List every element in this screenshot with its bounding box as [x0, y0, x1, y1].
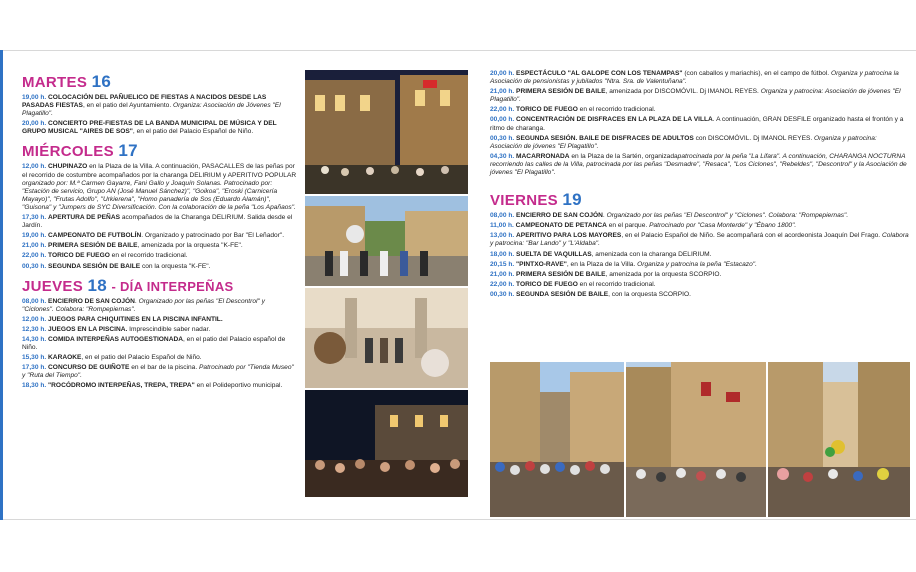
event-time: 04,30 h. — [490, 152, 515, 160]
event-title: ENCIERRO DE SAN COJÓN — [48, 297, 135, 305]
event-title: JUEGOS PARA CHIQUITINES EN LA PISCINA INFANTIL. — [48, 315, 223, 323]
viernes-event — [490, 261, 910, 269]
event-title: COLOCACIÓN DEL PAÑUELICO DE FIESTAS A NACIDOS DESDE LAS PASADAS FIESTAS — [22, 94, 267, 110]
photo-plaza-night — [305, 70, 468, 194]
miercoles-event — [22, 252, 297, 260]
event-time: 20,00 h. — [22, 120, 47, 128]
event-title: PRIMERA SESIÓN DE BAILE — [516, 270, 606, 278]
event-time: 22,00 h. — [22, 252, 47, 260]
day-heading-miercoles: MIÉRCOLES 17 — [22, 141, 138, 161]
jueves-event — [22, 354, 297, 362]
event-title: APERITIVO PARA LOS MAYORES — [516, 232, 622, 240]
jueves-event — [22, 326, 297, 334]
martes-event-list — [22, 94, 297, 136]
jueves-event — [22, 364, 297, 380]
martes-event — [22, 94, 297, 118]
event-title: ENCIERRO DE SAN COJÓN — [516, 212, 603, 220]
event-note: Organiza y patrocina la Asociación de pensionistas y jubilados "Ntra. Sra. de Valentuñana". — [490, 70, 899, 86]
event-desc: en el parque. — [606, 222, 650, 230]
event-time: 13,00 h. — [490, 232, 515, 240]
photo-dance-hall — [305, 288, 468, 388]
miercoles-event — [22, 232, 297, 240]
jueves-cont-event — [490, 153, 910, 177]
day-heading-jueves: JUEVES 18 - DÍA INTERPEÑAS — [22, 275, 234, 295]
event-time: 00,30 h. — [490, 290, 515, 298]
event-desc: acompañados de la Charanga DELIRIUM. Salida desde el Jardín. — [22, 214, 293, 230]
jueves-cont-event — [490, 106, 910, 114]
miercoles-event — [22, 263, 297, 271]
photo-festive-street — [768, 362, 910, 517]
event-desc: en el recorrido tradicional. — [109, 252, 188, 260]
event-desc: en el bar de la piscina. — [129, 364, 200, 372]
miercoles-event — [22, 242, 297, 250]
event-time: 11,00 h. — [490, 222, 514, 230]
event-title: PRIMERA SESIÓN DE BAILE — [48, 242, 138, 250]
event-desc: . — [602, 212, 607, 220]
photo-street-band — [305, 196, 468, 286]
right-column — [490, 70, 910, 301]
event-title: KARAOKE — [48, 354, 82, 362]
event-time: 18,00 h. — [490, 250, 515, 258]
event-note: Patrocinado por "Tienda Museo" y "Ruta del Tiempo". — [22, 364, 294, 380]
event-title: CHUPINAZO — [48, 163, 88, 171]
event-time: 19,00 h. — [22, 94, 47, 101]
photo-town-square — [626, 362, 766, 517]
event-title: JUEGOS EN LA PISCINA. — [48, 325, 128, 333]
jueves-cont-event — [490, 116, 910, 132]
event-desc: , amenizada por DISCOMÓVIL. Dj IMANOL REYES. — [605, 88, 761, 96]
event-desc: Imprescindible saber nadar. — [127, 325, 211, 333]
event-title: TORICO DE FUEGO — [516, 106, 578, 114]
jueves-event — [22, 316, 297, 324]
event-note: Organiza: Asociación de Jóvenes "El Plagatillo". — [22, 102, 281, 118]
event-title: SEGUNDA SESIÓN DE BAILE — [516, 290, 609, 298]
viernes-event — [490, 222, 910, 230]
event-title: SEGUNDA SESIÓN. BAILE DE DISFRACES DE ADULTOS — [516, 134, 694, 142]
event-note: Organiza y patrocina la peña "Estacazo". — [637, 260, 757, 268]
jueves-cont-event — [490, 88, 910, 104]
event-time: 08,00 h. — [22, 297, 47, 305]
event-title: PRIMERA SESIÓN DE BAILE — [516, 88, 606, 96]
event-desc: en la Plaza de la Villa. A continuación, PASACALLES de las peñas por el recorrido de costumbre acompañados por la charanga DELIRIUM y APERITIVO POPULAR — [22, 163, 297, 179]
jueves-cont-event — [490, 135, 910, 151]
jueves-event — [22, 336, 297, 352]
event-desc: , en el patio del Palacio español de Niño. — [22, 335, 286, 352]
event-desc: , en la Plaza de la Villa. — [566, 260, 638, 268]
event-note: Organizado por las peñas "El Descontrol" y "Ciclones". Colabora: "Rompepiernas". — [606, 212, 849, 220]
event-time: 00,00 h. — [490, 116, 515, 124]
event-note: Colabora y patrocina: "Bar Lando" y "L'Aldaba". — [490, 232, 909, 248]
event-time: 22,00 h. — [490, 106, 515, 114]
viernes-event — [490, 232, 910, 248]
event-desc: en el recorrido tradicional. — [577, 280, 656, 288]
event-time: 22,00 h. — [490, 280, 515, 288]
event-title: ESPECTÁCULO "AL GALOPE CON LOS TENAMPAS" — [516, 70, 683, 77]
event-desc: con DISCOMÓVIL. Dj IMANOL REYES. — [693, 134, 815, 142]
event-desc: en la Plaza de la Sartén, organizada — [569, 152, 678, 160]
event-time: 19,00 h. — [22, 232, 47, 240]
day-heading-viernes: VIERNES 19 — [490, 190, 582, 210]
event-desc: , en el patio del Palacio Español de Niño. — [81, 354, 202, 362]
viernes-event — [490, 251, 910, 259]
event-title: TORICO DE FUEGO — [48, 252, 110, 260]
event-desc: en el recorrido tradicional. — [577, 106, 656, 114]
event-desc: . A continuación, GRAN DESFILE organizado hasta el frontón y a ritmo de charanga. — [490, 116, 904, 132]
event-time: 12,30 h. — [22, 325, 47, 333]
miercoles-event — [22, 214, 297, 230]
event-desc: , en el Palacio Español de Niño. Se acompañará con el acordeonista Joaquín Del Frago. — [621, 232, 882, 240]
event-time: 21,00 h. — [22, 242, 47, 250]
event-title: "ROCÓDROMO INTERPEÑAS, TREPA, TREPA" — [48, 382, 195, 390]
event-desc: . — [134, 297, 139, 305]
event-title: APERTURA DE PEÑAS — [48, 214, 120, 222]
miercoles-event-list — [22, 163, 297, 270]
event-time: 00,30 h. — [22, 262, 47, 270]
event-time: 12,00 h. — [22, 163, 47, 171]
event-time: 17,30 h. — [22, 214, 47, 222]
event-title: SEGUNDA SESIÓN DE BAILE — [48, 262, 141, 270]
event-desc: (con caballos y mariachis), en el campo de fútbol. — [682, 70, 831, 77]
event-time: 21,00 h. — [490, 88, 515, 96]
viernes-event — [490, 271, 910, 279]
event-note: organizado por: M.ª Carmen Gayarre, Fani Gallo y Joaquín Solanas. Patrocinado por: "Estación de servicio, Grupo AN (José Manuel Sánchez)", "Goikoa", "Eroski (Carnicería Mayayo)", "Frutas Adolfo", "Urkierena", "Homo panadería de Sos (Eduardo Alamán)", "Guisona" y "Jumpers de SYC Diversificación. Con la colaboración de la peña "Los Apañaos". — [22, 179, 296, 211]
day-heading-martes: MARTES 16 — [22, 72, 112, 91]
event-title: "PINTXO-RAVE" — [516, 260, 567, 268]
event-title: CONCIERTO PRE-FIESTAS DE LA BANDA MUNICIPAL DE MÚSICA Y DEL GRUPO MUSICAL "AIRES DE SOS" — [22, 120, 277, 136]
event-title: COMIDA INTERPEÑAS AUTOGESTIONADA — [48, 335, 183, 343]
event-desc: , amenizada por la orquesta SCORPIO. — [605, 270, 722, 278]
photo-plaza-crowd — [490, 362, 624, 517]
page-edge-stripe — [0, 50, 3, 520]
viernes-event — [490, 291, 910, 299]
event-time: 15,30 h. — [22, 354, 47, 362]
event-title: TORICO DE FUEGO — [516, 280, 578, 288]
event-time: 20,15 h. — [490, 260, 515, 268]
jueves-continued-event-list — [490, 70, 910, 177]
viernes-event — [490, 212, 910, 220]
event-note: patrocinada por la peña "La Lifara". A continuación, CHARANGA NOCTURNA recorriendo las calles de la Villa, patrocinada por las peñas "Desmadre", "Resaca", "Los Ciclones", "Rebeldes", "Descontrol" y la Asociación de jóvenes "El Plagatillo". — [490, 152, 907, 177]
event-time: 12,00 h. — [22, 315, 47, 323]
event-title: CONCURSO DE GUIÑOTE — [48, 364, 130, 372]
event-note: Organiza y patrocina: Asociación de jóvenes "El Plagatillo". — [490, 134, 877, 150]
viernes-event — [490, 281, 910, 289]
event-desc: . Organizado y patrocinado por Bar "El Leñador". — [141, 232, 285, 240]
event-time: 18,30 h. — [22, 382, 47, 390]
event-desc: , en el patio del Palacio Español de Niño. — [132, 128, 254, 136]
event-desc: , en el patio del Ayuntamiento. — [82, 102, 173, 110]
jueves-event — [22, 298, 297, 314]
event-desc: con la orquesta "K-FE". — [140, 262, 211, 270]
event-time: 17,30 h. — [22, 364, 47, 372]
jueves-cont-event — [490, 70, 910, 86]
event-time: 20,00 h. — [490, 70, 515, 77]
event-title: CONCENTRACIÓN DE DISFRACES EN LA PLAZA DE LA VILLA — [516, 116, 713, 124]
event-note: Organiza y patrocina: Asociación de jóvenes "El Plagatillo". — [490, 88, 901, 104]
event-title: CAMPEONATO DE PETANCA — [515, 222, 607, 230]
viernes-event-list — [490, 212, 910, 299]
event-time: 21,00 h. — [490, 270, 515, 278]
event-desc: , con la orquesta SCORPIO. — [608, 290, 691, 298]
event-title: SUELTA DE VAQUILLAS — [516, 250, 592, 258]
left-column — [22, 70, 297, 393]
jueves-event-list — [22, 298, 297, 391]
event-desc: , amenizada por la orquesta "K-FE". — [137, 242, 243, 250]
event-desc: en el Polideportivo municipal. — [194, 382, 283, 390]
event-title: MACARRONADA — [516, 152, 570, 160]
event-time: 14,30 h. — [22, 335, 47, 343]
event-title: CAMPEONATO DE FUTBOLÍN — [48, 232, 142, 240]
event-note: Organizado por las peñas "El Descontrol" y "Ciclones". Colabora: "Rompepiernas". — [22, 297, 265, 313]
event-desc: , amenizada con la charanga DELIRIUM. — [591, 250, 712, 258]
miercoles-event — [22, 163, 297, 212]
event-time: 00,30 h. — [490, 134, 515, 142]
jueves-event — [22, 382, 297, 390]
photo-night-crowd — [305, 390, 468, 497]
event-note: Patrocinado por "Casa Monterde" y "Ébano 1800". — [649, 222, 797, 230]
event-time: 08,00 h. — [490, 212, 515, 220]
martes-event — [22, 120, 297, 136]
